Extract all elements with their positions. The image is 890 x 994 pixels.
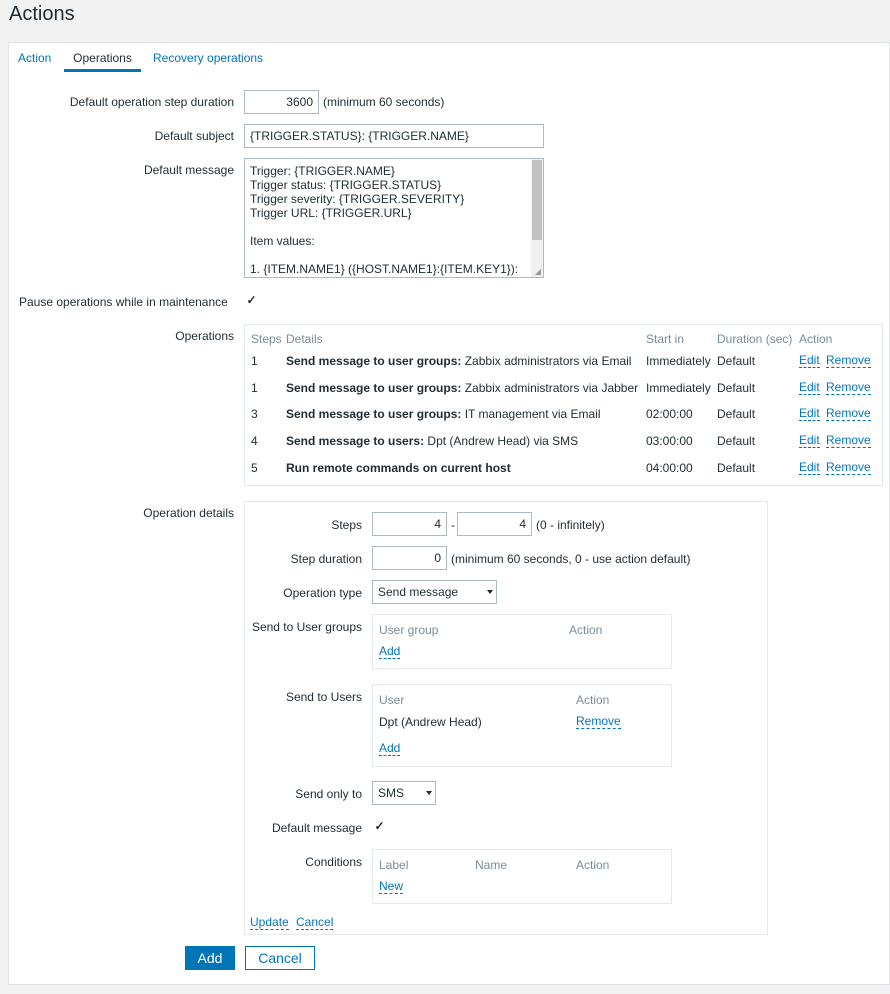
message-line: Trigger severity: {TRIGGER.SEVERITY}: [250, 192, 465, 206]
conditions-table: [372, 849, 672, 904]
col-header-action: Action: [569, 623, 603, 637]
row-details: Send message to user groups: Zabbix administrators via Jabber: [286, 381, 639, 395]
tab-recovery-operations[interactable]: Recovery operations: [153, 51, 264, 65]
row-duration: Default: [717, 354, 756, 368]
steps-hint: (0 - infinitely): [536, 518, 605, 532]
row-start-in: Immediately: [646, 381, 711, 395]
conditions-label: Conditions: [305, 855, 362, 869]
col-header-duration: Duration (sec): [717, 332, 793, 346]
col-header-details: Details: [286, 332, 323, 346]
row-details: Run remote commands on current host: [286, 461, 511, 475]
steps-from-input[interactable]: 4: [372, 512, 447, 536]
add-user-link[interactable]: Add: [379, 741, 401, 755]
chevron-down-icon: [487, 590, 493, 594]
send-only-to-select[interactable]: [372, 781, 436, 805]
user-groups-table: [372, 614, 672, 669]
default-subject-input[interactable]: {TRIGGER.STATUS}: {TRIGGER.NAME}: [244, 124, 544, 148]
step-duration-input[interactable]: 3600: [244, 90, 319, 114]
row-duration: Default: [717, 461, 756, 475]
users-table: [372, 684, 672, 767]
edit-link[interactable]: Edit: [799, 433, 820, 447]
default-subject-label: Default subject: [154, 129, 234, 143]
cancel-link[interactable]: Cancel: [296, 915, 334, 929]
message-line: Trigger URL: {TRIGGER.URL}: [250, 206, 412, 220]
row-duration: Default: [717, 407, 756, 421]
user-row-name: Dpt (Andrew Head): [379, 715, 482, 729]
col-header-action: Action: [799, 332, 833, 346]
row-details: Send message to user groups: Zabbix administrators via Email: [286, 354, 632, 368]
col-header-name: Name: [475, 858, 508, 872]
row-start-in: 02:00:00: [646, 407, 693, 421]
row-steps: 1: [251, 381, 258, 395]
remove-link[interactable]: Remove: [826, 406, 871, 420]
col-header-action: Action: [576, 858, 610, 872]
step-duration-hint: (minimum 60 seconds): [323, 95, 445, 109]
edit-link[interactable]: Edit: [799, 460, 820, 474]
page-title: Actions: [9, 3, 75, 25]
operations-table: [244, 324, 883, 486]
operation-details-box: [244, 501, 768, 935]
operation-details-label: Operation details: [143, 506, 234, 520]
remove-link[interactable]: Remove: [826, 460, 871, 474]
row-start-in: Immediately: [646, 354, 711, 368]
operations-label: Operations: [175, 329, 234, 343]
row-details: Send message to user groups: IT management via Email: [286, 407, 601, 421]
edit-link[interactable]: Edit: [799, 380, 820, 394]
row-start-in: 03:00:00: [646, 434, 693, 448]
col-header-user: User: [379, 693, 405, 707]
edit-link[interactable]: Edit: [799, 406, 820, 420]
chevron-down-icon: [426, 791, 432, 795]
operation-type-value: Send message: [378, 585, 459, 599]
steps-separator: -: [451, 518, 455, 532]
send-to-users-label: Send to Users: [285, 690, 362, 704]
send-only-to-value: SMS: [378, 786, 405, 800]
textarea-scrollbar[interactable]: [531, 159, 543, 277]
remove-user-link[interactable]: Remove: [576, 714, 621, 728]
op-step-duration-label: Step duration: [290, 552, 362, 566]
operation-type-label: Operation type: [283, 586, 362, 600]
op-default-message-label: Default message: [271, 821, 362, 835]
row-start-in: 04:00:00: [646, 461, 693, 475]
add-button[interactable]: Add: [185, 946, 235, 970]
col-header-steps: Steps: [251, 332, 282, 346]
op-step-duration-hint: (minimum 60 seconds, 0 - use action default): [451, 552, 691, 566]
default-message-textarea[interactable]: [244, 158, 544, 278]
send-to-user-groups-label: Send to User groups: [251, 620, 362, 634]
edit-link[interactable]: Edit: [799, 353, 820, 367]
row-steps: 3: [251, 407, 258, 421]
message-line: Item values:: [250, 234, 315, 248]
new-condition-link[interactable]: New: [379, 879, 404, 893]
op-step-duration-input[interactable]: 0: [372, 546, 447, 570]
remove-link[interactable]: Remove: [826, 380, 871, 394]
add-user-group-link[interactable]: Add: [379, 644, 401, 658]
row-details: Send message to users: Dpt (Andrew Head) via SMS: [286, 434, 579, 448]
col-header-action: Action: [576, 693, 610, 707]
row-duration: Default: [717, 381, 756, 395]
cancel-button[interactable]: Cancel: [245, 946, 315, 970]
remove-link[interactable]: Remove: [826, 433, 871, 447]
update-link[interactable]: Update: [250, 915, 289, 929]
message-line: Trigger: {TRIGGER.NAME}: [250, 164, 395, 178]
tab-operations[interactable]: Operations: [64, 42, 141, 72]
default-message-label: Default message: [143, 163, 234, 177]
col-header-label: Label: [379, 858, 409, 872]
tab-action[interactable]: Action: [18, 51, 52, 65]
resize-handle-icon[interactable]: ◢: [534, 267, 541, 276]
steps-to-input[interactable]: 4: [457, 512, 532, 536]
col-header-user-group: User group: [379, 623, 439, 637]
col-header-start-in: Start in: [646, 332, 685, 346]
scrollbar-thumb[interactable]: [532, 160, 542, 240]
row-steps: 5: [251, 461, 258, 475]
row-duration: Default: [717, 434, 756, 448]
row-steps: 4: [251, 434, 258, 448]
message-line: Trigger status: {TRIGGER.STATUS}: [250, 178, 442, 192]
message-line: 1. {ITEM.NAME1} ({HOST.NAME1}:{ITEM.KEY1}):: [250, 262, 519, 276]
pause-operations-checkbox[interactable]: ✓: [246, 293, 257, 307]
op-default-message-checkbox[interactable]: ✓: [374, 819, 385, 833]
operation-type-select[interactable]: [372, 580, 497, 604]
remove-link[interactable]: Remove: [826, 353, 871, 367]
row-steps: 1: [251, 354, 258, 368]
step-duration-label: Default operation step duration: [69, 95, 234, 109]
pause-operations-label: Pause operations while in maintenance: [19, 295, 228, 309]
steps-label: Steps: [331, 518, 362, 532]
send-only-to-label: Send only to: [295, 787, 362, 801]
